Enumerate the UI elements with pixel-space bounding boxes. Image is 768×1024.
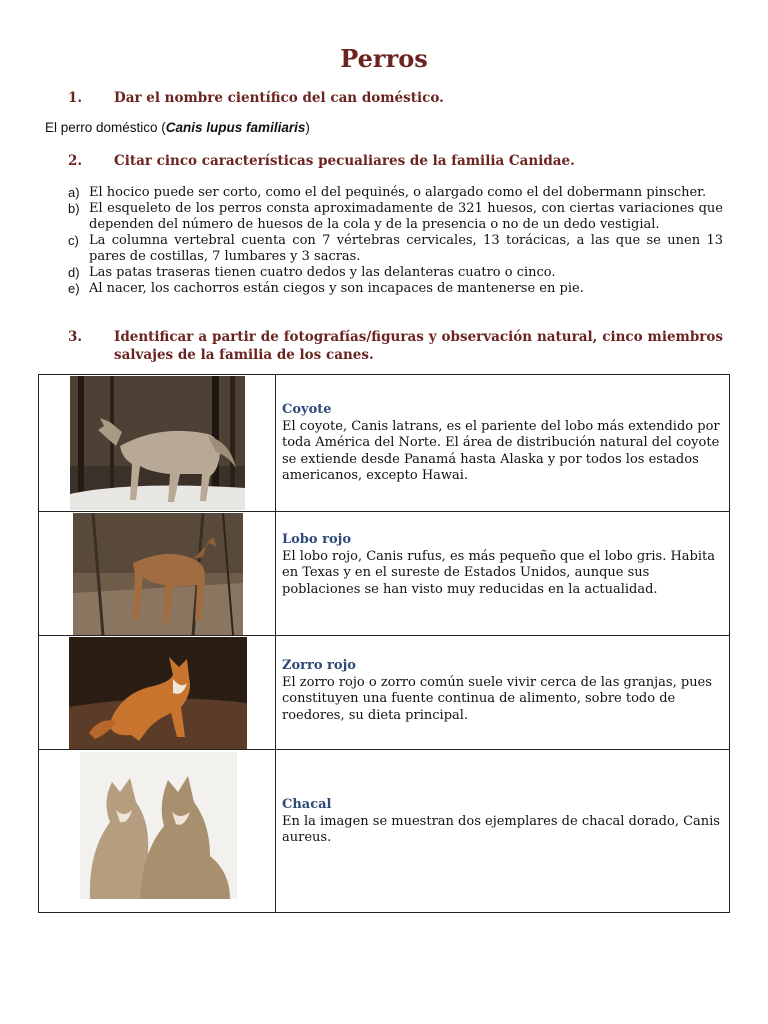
scientific-name: Canis lupus familiaris xyxy=(165,120,306,135)
question-text: Citar cinco características pecualiares de la familia Canidae. xyxy=(114,153,575,169)
answer-suffix: ) xyxy=(305,120,310,135)
table-row xyxy=(39,750,729,912)
question-number: 2. xyxy=(68,153,83,169)
question-number: 3. xyxy=(68,329,83,345)
text-cell xyxy=(282,658,722,724)
text-cell xyxy=(282,402,722,485)
canids-table xyxy=(38,374,730,913)
animal-description: El zorro rojo o zorro común suele vivir cerca de las granjas, pues constituyen una fuente continua de alimento, sobre todo de roedores, su dieta principal. xyxy=(282,674,712,723)
red-fox-photo xyxy=(69,637,247,749)
list-item xyxy=(68,265,723,281)
table-row xyxy=(39,512,729,636)
text-cell xyxy=(282,532,722,598)
image-cell xyxy=(39,636,276,749)
red-wolf-photo xyxy=(73,513,243,635)
table-row xyxy=(39,636,729,750)
list-marker: b) xyxy=(68,201,80,216)
question-text: Identificar a partir de fotografías/figuras y observación natural, cinco miembros salvajes de la familia de los canes. xyxy=(114,329,723,363)
table-row xyxy=(39,375,729,512)
list-item-text: La columna vertebral cuenta con 7 vértebras cervicales, 13 torácicas, a las que se unen 13 pares de costillas, 7 lumbares y 3 sacras. xyxy=(89,233,723,264)
animal-name: Chacal xyxy=(282,797,332,812)
jackal-photo xyxy=(80,752,237,899)
list-marker: e) xyxy=(68,281,80,296)
list-marker: c) xyxy=(68,233,79,248)
answer-1 xyxy=(45,120,310,135)
coyote-photo xyxy=(70,376,245,510)
page-title: Perros xyxy=(340,44,428,73)
image-cell xyxy=(39,512,276,635)
text-cell xyxy=(282,797,722,847)
image-cell xyxy=(39,375,276,511)
question-number: 1. xyxy=(68,90,83,106)
animal-description: El coyote, Canis latrans, es el pariente del lobo más extendido por toda América del Norte. El área de distribución natural del coyote se extiende desde Panamá hasta Alaska y por todos los estados americanos, excepto Hawai. xyxy=(282,418,720,483)
list-item xyxy=(68,233,723,265)
list-item xyxy=(68,281,723,297)
animal-name: Coyote xyxy=(282,402,332,417)
list-item-text: Las patas traseras tienen cuatro dedos y las delanteras cuatro o cinco. xyxy=(89,265,556,280)
question-text: Dar el nombre científico del can doméstico. xyxy=(114,90,444,106)
animal-name: Zorro rojo xyxy=(282,658,356,673)
list-item-text: El hocico puede ser corto, como el del pequinés, o alargado como el del dobermann pinscher. xyxy=(89,185,707,200)
animal-description: En la imagen se muestran dos ejemplares de chacal dorado, Canis aureus. xyxy=(282,813,720,845)
animal-name: Lobo rojo xyxy=(282,532,351,547)
list-item xyxy=(68,201,723,233)
list-item xyxy=(68,185,723,201)
animal-description: El lobo rojo, Canis rufus, es más pequeño que el lobo gris. Habita en Texas y en el sureste de Estados Unidos, aunque sus poblaciones se han visto muy reducidas en la actualidad. xyxy=(282,548,715,597)
characteristics-list xyxy=(68,185,723,297)
list-item-text: Al nacer, los cachorros están ciegos y son incapaces de mantenerse en pie. xyxy=(89,281,584,296)
list-marker: d) xyxy=(68,265,80,280)
answer-prefix: El perro doméstico ( xyxy=(45,120,166,135)
image-cell xyxy=(39,750,276,912)
list-item-text: El esqueleto de los perros consta aproximadamente de 321 huesos, con ciertas variaciones que dependen del número de huesos de la cola y de la presencia o no de un dedo vestigial. xyxy=(89,201,723,232)
list-marker: a) xyxy=(68,185,80,200)
